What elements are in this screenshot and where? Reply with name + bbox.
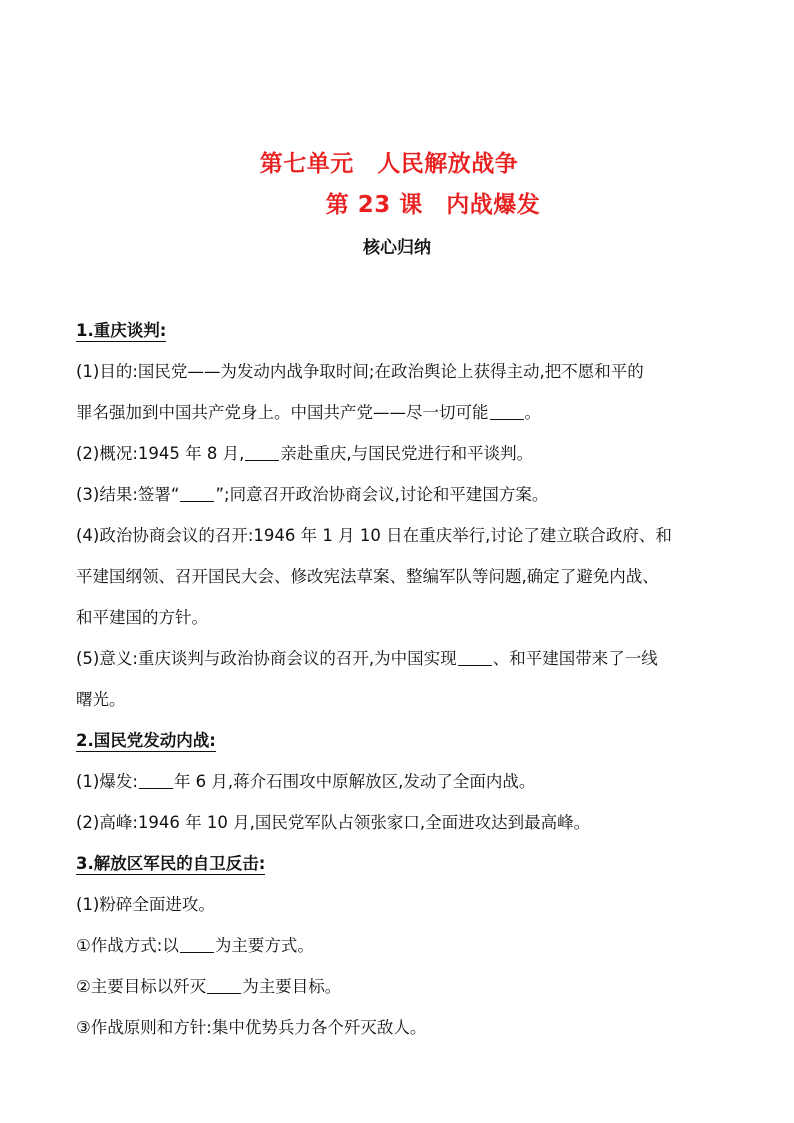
unit-title: 第七单元 人民解放战争 [259, 151, 519, 177]
section-title: 核心归纳 [363, 238, 431, 258]
fill-blank[interactable] [139, 787, 173, 789]
fill-blank[interactable] [458, 664, 492, 666]
s3-combat-mode-line: ①作战方式:以 为主要方式。 [76, 936, 314, 955]
s1-purpose-line-2: 罪名强加到中国共产党身上。中国共产党——尽一切可能 。 [76, 403, 541, 422]
section-2-heading: 2.国民党发动内战: [76, 731, 216, 750]
s1-result-line: (3)结果:签署“ ”;同意召开政治协商会议,讨论和平建国方案。 [76, 485, 549, 504]
s1-conference-line-3: 和平建国的方针。 [76, 608, 208, 627]
s1-significance-line-2: 曙光。 [76, 690, 126, 709]
s3-crush-line: (1)粉碎全面进攻。 [76, 895, 215, 914]
section-3-heading: 3.解放区军民的自卫反击: [76, 854, 266, 873]
s1-overview-line: (2)概况:1945 年 8 月, 亲赴重庆,与国民党进行和平谈判。 [76, 444, 534, 463]
s2-outbreak-line: (1)爆发: 年 6 月,蒋介石围攻中原解放区,发动了全面内战。 [76, 772, 536, 791]
content-body [76, 310, 726, 1048]
fill-blank[interactable] [180, 500, 214, 502]
fill-blank[interactable] [490, 418, 524, 420]
fill-blank[interactable] [180, 951, 214, 953]
s1-significance-line-1: (5)意义:重庆谈判与政治协商会议的召开,为中国实现 、和平建国带来了一线 [76, 649, 658, 668]
s3-principle-line: ③作战原则和方针:集中优势兵力各个歼灭敌人。 [76, 1018, 427, 1037]
s1-purpose-line-1: (1)目的:国民党——为发动内战争取时间;在政治舆论上获得主动,把不愿和平的 [76, 362, 644, 381]
fill-blank[interactable] [207, 992, 241, 994]
lesson-title: 第 23 课 内战爆发 [325, 192, 541, 218]
s3-main-target-line: ②主要目标以歼灭 为主要目标。 [76, 977, 342, 996]
s2-peak-line: (2)高峰:1946 年 10 月,国民党军队占领张家口,全面进攻达到最高峰。 [76, 813, 591, 832]
s1-conference-line-1: (4)政治协商会议的召开:1946 年 1 月 10 日在重庆举行,讨论了建立联合政府、和 [76, 526, 672, 545]
s1-conference-line-2: 平建国纲领、召开国民大会、修改宪法草案、整编军队等问题,确定了避免内战、 [76, 567, 659, 586]
section-1-heading: 1.重庆谈判: [76, 321, 167, 340]
fill-blank[interactable] [245, 459, 279, 461]
